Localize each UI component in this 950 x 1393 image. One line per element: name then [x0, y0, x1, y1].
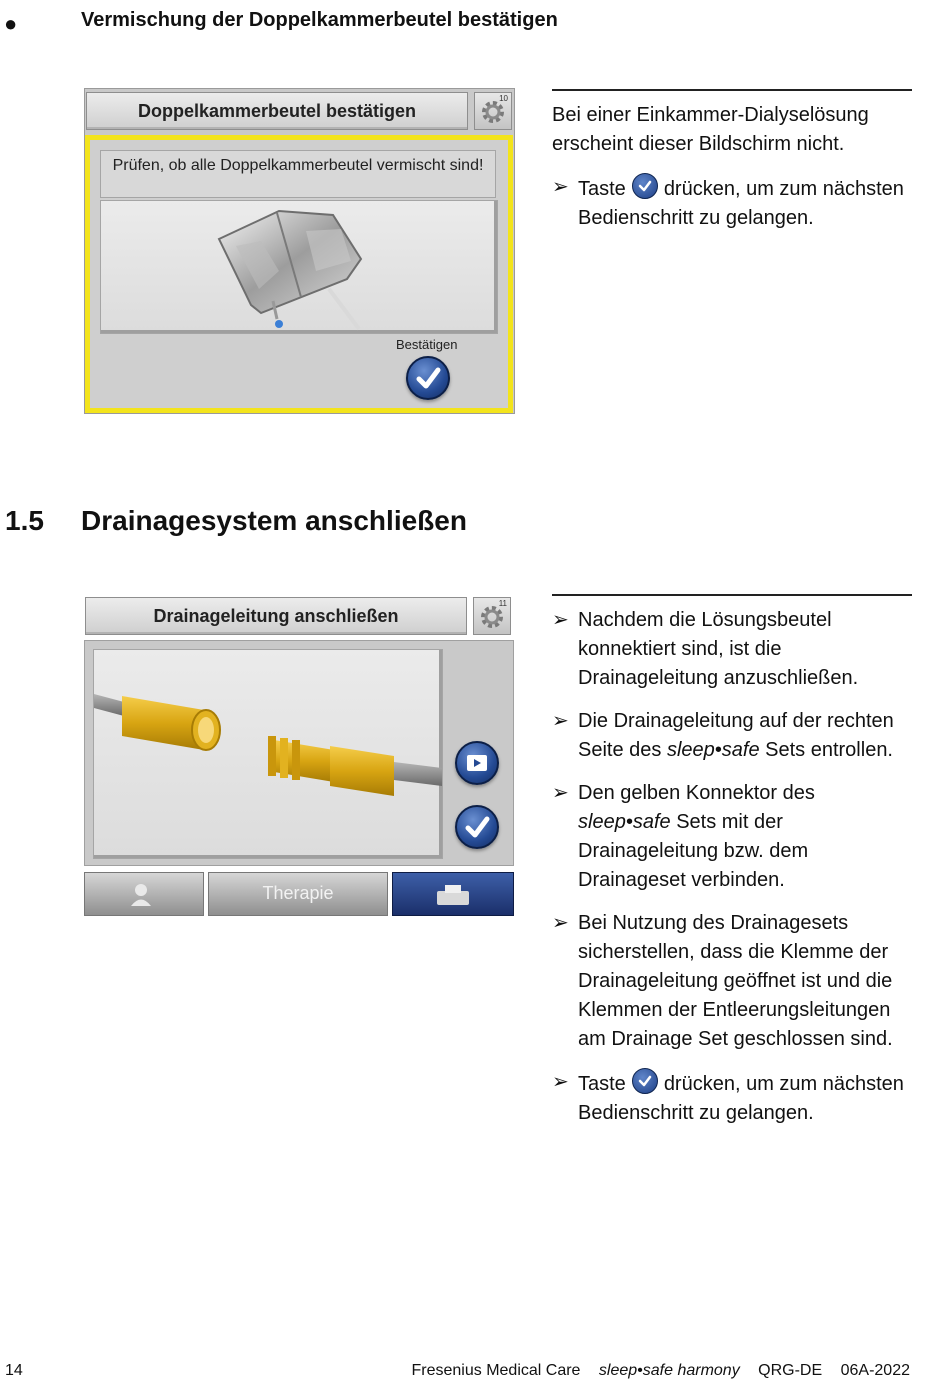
step-item [552, 707, 912, 765]
tab-user[interactable] [84, 872, 204, 916]
step-item [552, 606, 912, 693]
user-icon [85, 873, 203, 915]
drainage-connector-image [94, 650, 442, 858]
intro-text: Bei einer Einkammer-Dialyselösung erscheint dieser Bildschirm nicht. [552, 104, 869, 155]
section-title: Drainagesystem anschließen [81, 505, 467, 536]
arrow-icon: ➢ [552, 176, 569, 198]
content-area [84, 640, 514, 866]
video-icon [457, 743, 497, 783]
arrow-icon: ➢ [552, 912, 569, 934]
screen1-title: Doppelkammerbeutel bestätigen [86, 92, 468, 130]
confirm-button[interactable] [455, 805, 499, 849]
tab-therapie[interactable]: Therapie [208, 872, 388, 916]
text-block-2 [552, 594, 912, 1142]
step-text: Sets entrollen. [765, 739, 893, 761]
device-screen-1 [84, 88, 515, 414]
footer-company: Fresenius Medical Care [411, 1362, 581, 1379]
footer-date: 06A-2022 [840, 1362, 910, 1379]
brand-name: sleep•safe [666, 739, 760, 761]
settings-button[interactable] [473, 597, 511, 635]
arrow-icon: ➢ [552, 782, 569, 804]
content-frame [85, 135, 513, 413]
screen2-title: Drainageleitung anschließen [85, 597, 467, 635]
connector-image-panel [93, 649, 443, 859]
screen-number: 11 [498, 599, 507, 608]
divider [552, 594, 912, 596]
step-item [552, 779, 912, 895]
bullet-marker: ● [4, 11, 18, 36]
brand-name: sleep•safe [578, 811, 671, 833]
screen-number: 10 [499, 94, 508, 103]
message-box: Prüfen, ob alle Doppelkammerbeutel vermischt sind! [100, 150, 496, 198]
page-number: 14 [5, 1362, 23, 1379]
step-text-before: Taste [578, 1073, 626, 1095]
step-text: Die Drainageleitung auf der rechten Seite des [578, 710, 894, 761]
checkmark-icon [457, 807, 497, 847]
bullet-heading: Vermischung der Doppelkammerbeutel bestätigen [81, 9, 558, 31]
bottom-tab-bar [84, 872, 513, 916]
confirm-button[interactable] [406, 356, 450, 400]
step-text-after: drücken, um zum nächsten Bedienschritt zu gelangen. [578, 1073, 904, 1124]
divider [552, 89, 912, 91]
settings-button[interactable] [474, 92, 512, 130]
footer-doc: QRG-DE [758, 1362, 823, 1379]
checkmark-icon [632, 173, 658, 199]
arrow-icon: ➢ [552, 710, 569, 732]
text-block-1 [552, 89, 912, 247]
tab-device[interactable] [392, 872, 514, 916]
step-item [552, 173, 912, 233]
arrow-icon: ➢ [552, 609, 569, 631]
confirm-label: Bestätigen [396, 337, 458, 352]
device-icon [393, 873, 513, 915]
step-text: Nachdem die Lösungsbeutel konnektiert sind, ist die Drainageleitung anzuschließen. [578, 609, 859, 689]
double-chamber-bag-image [101, 201, 497, 333]
step-text: Den gelben Konnektor des [578, 782, 815, 804]
section-number: 1.5 [5, 505, 44, 536]
step-text-before: Taste [578, 178, 626, 200]
bag-image-panel [100, 200, 498, 334]
step-text-after: drücken, um zum nächsten Bedienschritt zu gelangen. [578, 178, 904, 229]
step-item [552, 909, 912, 1054]
step-text: Bei Nutzung des Drainagesets sicherstellen, dass die Klemme der Drainageleitung geöffnet ist und die Klemmen der Entleerungsleitungen am Drainage Set geschlossen sind. [578, 912, 893, 1050]
checkmark-icon [632, 1068, 658, 1094]
arrow-icon: ➢ [552, 1071, 569, 1093]
step-item [552, 1068, 912, 1128]
device-screen-2 [84, 594, 513, 918]
video-button[interactable] [455, 741, 499, 785]
footer-info [398, 1362, 911, 1380]
checkmark-icon [408, 358, 448, 398]
step-text: Sets mit der Drainageleitung bzw. dem Drainageset verbinden. [578, 811, 809, 891]
footer-product: sleep•safe harmony [598, 1362, 740, 1379]
